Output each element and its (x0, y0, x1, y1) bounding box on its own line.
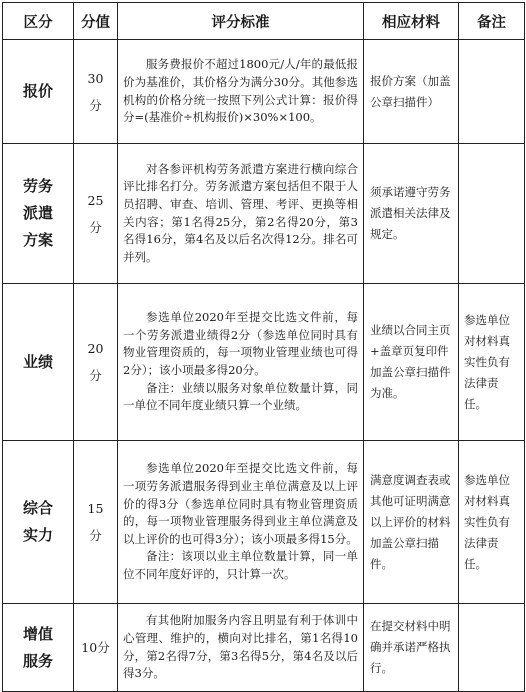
row-score: 30分 (74, 40, 118, 144)
row-materials: 须承诺遵守劳务派遣相关法律及规定。 (364, 144, 459, 284)
scoring-table-page (2, 2, 524, 690)
header-area: 区分 (3, 3, 74, 40)
scoring-table (2, 2, 525, 692)
table-row (3, 40, 525, 144)
row-score: 20分 (74, 284, 118, 441)
header-notes: 备注 (459, 3, 525, 40)
criteria-paragraph: 服务费报价不超过1800元/人/年的最低报价为基准价，其价格分为满分30分。其他参选机构的价格分统一按照下列公式计算：报价得分=(基准价÷机构报价)×30%×100。 (123, 57, 358, 125)
row-notes (459, 40, 525, 144)
header-criteria: 评分标准 (118, 3, 364, 40)
row-area: 业绩 (3, 284, 74, 441)
criteria-note: 备注：业绩以服务对象单位数量计算，同一单位不同年度业绩只算一个业绩。 (123, 380, 358, 413)
table-row (3, 284, 525, 441)
row-materials: 满意度调查表或其他可证明满意以上评价的材料加盖公章扫描件。 (364, 441, 459, 604)
header-materials: 相应材料 (364, 3, 459, 40)
criteria-paragraph: 有其他附加服务内容且明显有利于体训中心管理、维护的，横向对比排名，第1名得10分，第2名得7分，第3名得5分，第4名及以后得3分。 (123, 613, 358, 681)
table-header-row (3, 3, 525, 40)
row-score: 10分 (74, 604, 118, 692)
criteria-note: 备注：该项以业主单位数量计算，同一单位不同年度好评的，只计算一次。 (123, 549, 358, 581)
table-row (3, 144, 525, 284)
row-criteria (118, 284, 364, 441)
row-score: 25分 (74, 144, 118, 284)
row-area: 劳务派遣方案 (3, 144, 74, 284)
row-criteria (118, 604, 364, 692)
row-notes (459, 604, 525, 692)
row-area: 报价 (3, 40, 74, 144)
row-notes: 参选单位对材料真实性负有法律责任。 (459, 441, 525, 604)
table-row (3, 441, 525, 604)
row-criteria (118, 441, 364, 604)
row-materials: 报价方案（加盖公章扫描件） (364, 40, 459, 144)
criteria-paragraph: 对各参评机构劳务派遣方案进行横向综合评比排名打分。劳务派遣方案包括但不限于人员招聘、审查、培训、管理、考评、更换等相关内容；第1名得25分，第2名得20分，第3名得16分，第4名及以后名次得12分。排名可并列。 (123, 161, 358, 264)
row-notes (459, 144, 525, 284)
row-notes: 参选单位对材料真实性负有法律责任。 (459, 284, 525, 441)
table-row (3, 604, 525, 692)
row-materials: 在提交材料中明确并承诺严格执行。 (364, 604, 459, 692)
row-score: 15分 (74, 441, 118, 604)
row-criteria (118, 144, 364, 284)
row-area: 综合实力 (3, 441, 74, 604)
row-criteria (118, 40, 364, 144)
row-area: 增值服务 (3, 604, 74, 692)
row-materials: 业绩以合同主页+盖章页复印件加盖公章扫描件为准。 (364, 284, 459, 441)
criteria-paragraph: 参选单位2020年至提交比选文件前，每一个劳务派遣业绩得2分（参选单位同时具有物业管理资质的，每一项物业管理业绩也可得2分）；该小项最多得20分。 (123, 310, 358, 377)
criteria-paragraph: 参选单位2020年至提交比选文件前，每一项劳务派遣服务得到业主单位满意及以上评价的得3分（参选单位同时具有物业管理资质的，每一项物业管理服务得到业主单位满意及以上评价的也可得3分）；该小项最多得15分。 (123, 461, 358, 546)
header-score: 分值 (74, 3, 118, 40)
